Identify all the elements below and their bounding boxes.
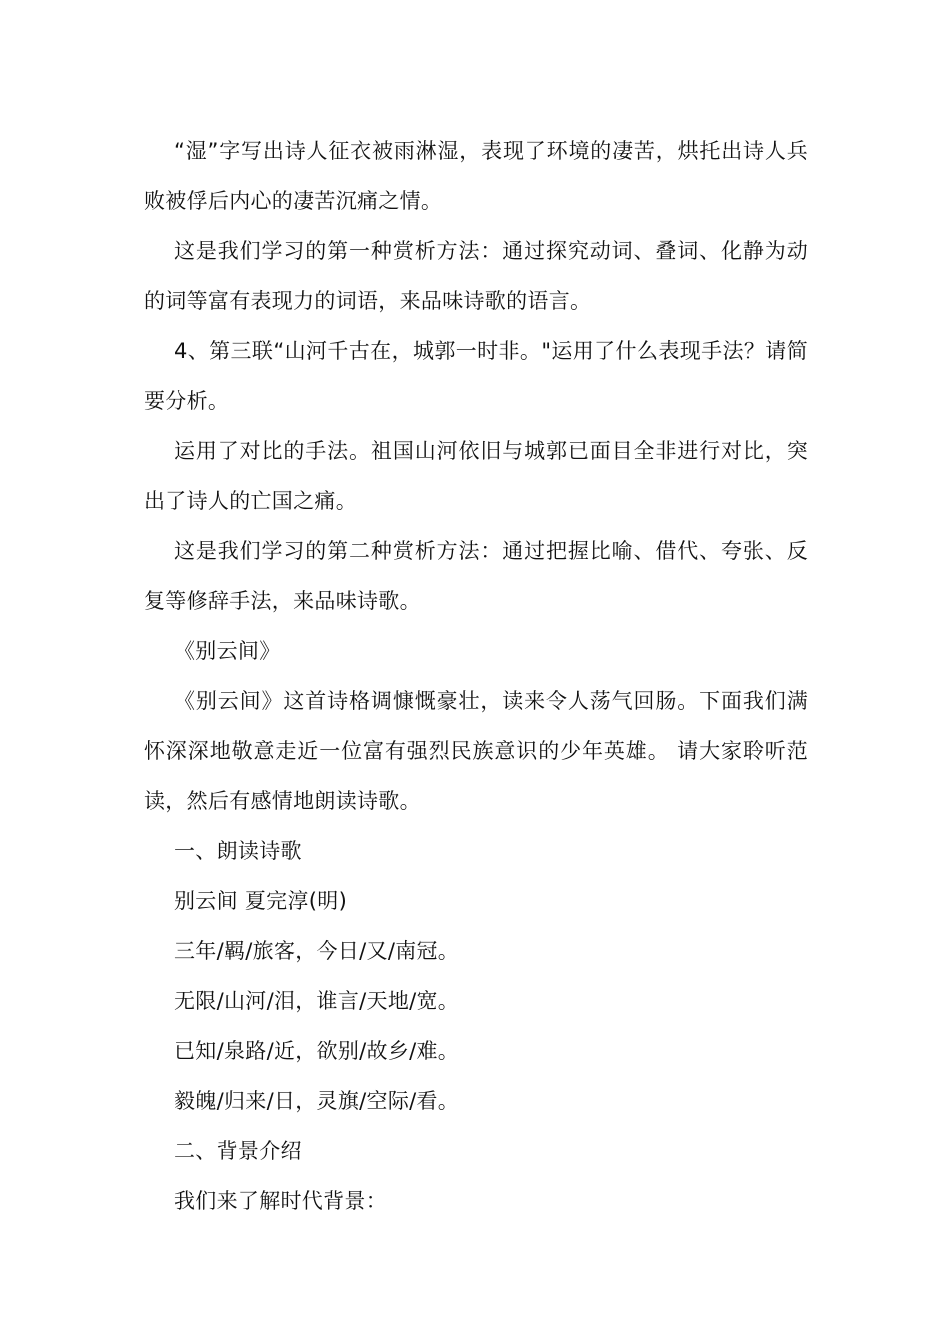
paragraph-background-intro: 我们来了解时代背景： — [174, 1189, 387, 1213]
paragraph-question-four: 4、第三联“山河千古在，城郭一时非。"运用了什么表现手法？请简要分析。 — [144, 339, 808, 413]
paragraph-shi-analysis: “湿”字写出诗人征衣被雨淋湿，表现了环境的凄苦，烘托出诗人兵败被俘后内心的凄苦沉痛之情。 — [144, 139, 808, 213]
section-heading-background: 二、背景介绍 — [174, 1139, 302, 1163]
poem-line-4: 毅魄/归来/日，灵旗/空际/看。 — [174, 1089, 460, 1113]
poem-line-2: 无限/山河/泪，谁言/天地/宽。 — [174, 989, 460, 1013]
paragraph-poem-intro: 《别云间》这首诗格调慷慨豪壮，读来令人荡气回肠。下面我们满怀深深地敬意走近一位富有强烈民族意识的少年英雄。 请大家聆听范读，然后有感情地朗读诗歌。 — [144, 689, 808, 813]
poem-line-1: 三年/羁/旅客，今日/又/南冠。 — [174, 939, 460, 963]
poem-title-heading: 《别云间》 — [174, 639, 281, 663]
poem-title-author: 别云间 夏完淳(明) — [174, 889, 348, 913]
section-heading-reading: 一、朗读诗歌 — [174, 839, 302, 863]
paragraph-method-one: 这是我们学习的第一种赏析方法：通过探究动词、叠词、化静为动的词等富有表现力的词语，来品味诗歌的语言。 — [144, 239, 808, 313]
document-body — [144, 126, 808, 1226]
paragraph-method-two: 这是我们学习的第二种赏析方法：通过把握比喻、借代、夸张、反复等修辞手法，来品味诗歌。 — [144, 539, 808, 613]
poem-line-3: 已知/泉路/近，欲别/故乡/难。 — [174, 1039, 460, 1063]
paragraph-contrast-answer: 运用了对比的手法。祖国山河依旧与城郭已面目全非进行对比，突出了诗人的亡国之痛。 — [144, 439, 808, 513]
